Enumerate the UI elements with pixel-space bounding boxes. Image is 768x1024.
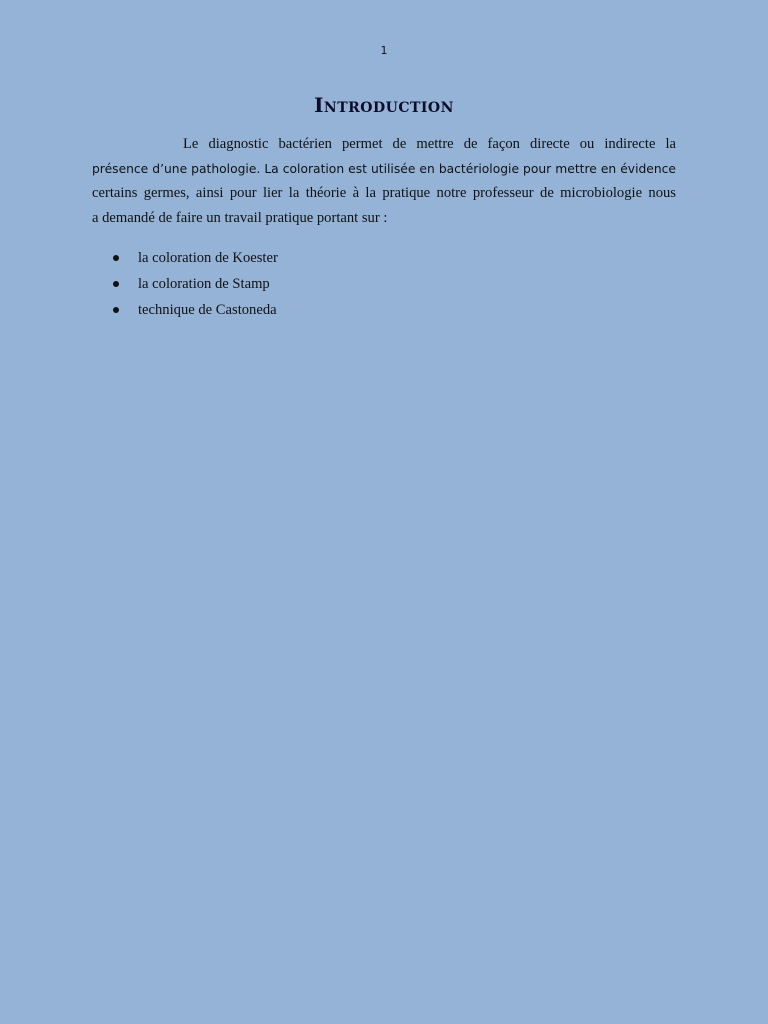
bullet-list xyxy=(113,245,278,323)
list-item xyxy=(113,297,278,323)
intro-paragraph xyxy=(92,132,676,230)
paragraph-line: certains germes, ainsi pour lier la théorie à la pratique notre professeur de microbiologie nous xyxy=(92,185,676,201)
bullet-icon xyxy=(113,255,119,261)
list-item-label: technique de Castoneda xyxy=(138,302,277,318)
list-item xyxy=(113,271,278,297)
list-item-label: la coloration de Koester xyxy=(138,250,278,266)
list-item xyxy=(113,245,278,271)
page-title: Introduction xyxy=(314,93,454,117)
bullet-icon xyxy=(113,281,119,287)
paragraph-line: présence d’une pathologie. La coloration est utilisée en bactériologie pour mettre en évidence xyxy=(92,161,676,176)
paragraph-line: Le diagnostic bactérien permet de mettre de façon directe ou indirecte la xyxy=(183,136,676,152)
page-number: 1 xyxy=(380,44,388,57)
paragraph-line: a demandé de faire un travail pratique portant sur : xyxy=(92,209,388,226)
list-item-label: la coloration de Stamp xyxy=(138,276,270,292)
bullet-icon xyxy=(113,307,119,313)
